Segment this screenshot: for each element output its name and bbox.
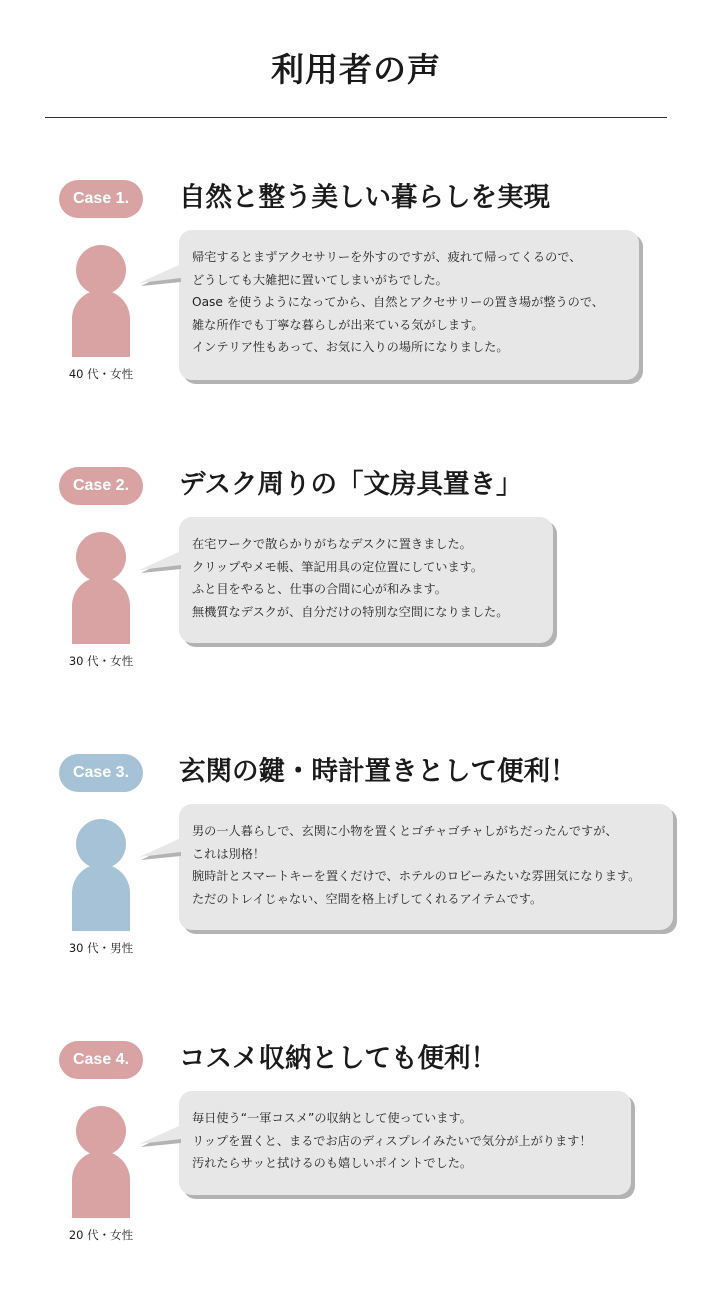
- avatar-head: [76, 245, 126, 295]
- case-heading: デスク周りの「文房具置き」: [179, 469, 523, 500]
- bubble-text-line: Oase を使うようになってから、自然とアクセサリーの置き場が整うので、: [192, 295, 604, 309]
- case-badge: Case 1.: [59, 180, 143, 218]
- avatar-head: [76, 1106, 126, 1156]
- bubble-text-line: 男の一人暮らしで、玄関に小物を置くとゴチャゴチャしがちだったんですが、: [192, 824, 618, 838]
- avatar-body: [72, 864, 130, 931]
- bubble-text-line: ただのトレイじゃない、空間を格上げしてくれるアイテムです。: [192, 891, 543, 906]
- speech-bubble: [179, 804, 673, 930]
- bubble-text-line: これは別格！: [192, 846, 266, 861]
- case-badge: Case 3.: [59, 754, 143, 792]
- speech-tail-icon: [139, 836, 181, 870]
- person-avatar-icon: [72, 819, 130, 931]
- page-title: 利用者の声: [271, 50, 441, 89]
- bubble-text-line: 在宅ワークで散らかりがちなデスクに置きました。: [192, 537, 472, 551]
- bubble-text-line: 雑な所作でも丁寧な暮らしが出来ている気がします。: [192, 317, 484, 332]
- speech-tail-icon: [139, 262, 181, 296]
- person-label: 30 代・男性: [68, 941, 134, 955]
- avatar-body: [72, 290, 130, 357]
- bubble-text-line: リップを置くと、まるでお店のディスプレイみたいで気分が上がります！: [192, 1133, 592, 1148]
- speech-tail-icon: [139, 1123, 181, 1157]
- speech-bubble: [179, 1091, 631, 1195]
- bubble-text-line: 帰宅するとまずアクセサリーを外すのですが、疲れて帰ってくるので、: [192, 250, 582, 264]
- case-heading: 自然と整う美しい暮らしを実現: [179, 182, 550, 213]
- speech-bubble: [179, 230, 639, 380]
- bubble-text-line: ふと目をやると、仕事の合間に心が和みます。: [192, 582, 447, 596]
- case-heading: コスメ収納としても便利！: [179, 1043, 497, 1074]
- person-label: 30 代・女性: [68, 654, 134, 668]
- case-heading: 玄関の鍵・時計置きとして便利！: [179, 756, 577, 787]
- avatar-head: [76, 819, 126, 869]
- bubble-text-line: 毎日使う“一軍コスメ”の収納として使っています。: [192, 1111, 472, 1125]
- bubble-text-line: 無機質なデスクが、自分だけの特別な空間になりました。: [192, 604, 509, 619]
- avatar-head: [76, 532, 126, 582]
- bubble-text-line: どうしても大雑把に置いてしまいがちでした。: [192, 272, 448, 287]
- bubble-text-line: インテリア性もあって、お気に入りの場所になりました。: [192, 340, 509, 354]
- case-badge: Case 4.: [59, 1041, 143, 1079]
- avatar-body: [72, 577, 130, 644]
- person-avatar-icon: [72, 245, 130, 357]
- avatar-body: [72, 1151, 130, 1218]
- person-avatar-icon: [72, 1106, 130, 1218]
- person-label: 20 代・女性: [68, 1228, 134, 1242]
- person-avatar-icon: [72, 532, 130, 644]
- speech-bubble: [179, 517, 553, 643]
- case-badge: Case 2.: [59, 467, 143, 505]
- person-label: 40 代・女性: [68, 367, 134, 381]
- bubble-text-line: クリップやメモ帳、筆記用具の定位置にしています。: [192, 559, 484, 574]
- title-divider: [45, 117, 667, 118]
- bubble-text-line: 腕時計とスマートキーを置くだけで、ホテルのロビーみたいな雰囲気になります。: [192, 869, 641, 883]
- speech-tail-icon: [139, 549, 181, 583]
- bubble-text-line: 汚れたらサッと拭けるのも嬉しいポイントでした。: [192, 1156, 473, 1170]
